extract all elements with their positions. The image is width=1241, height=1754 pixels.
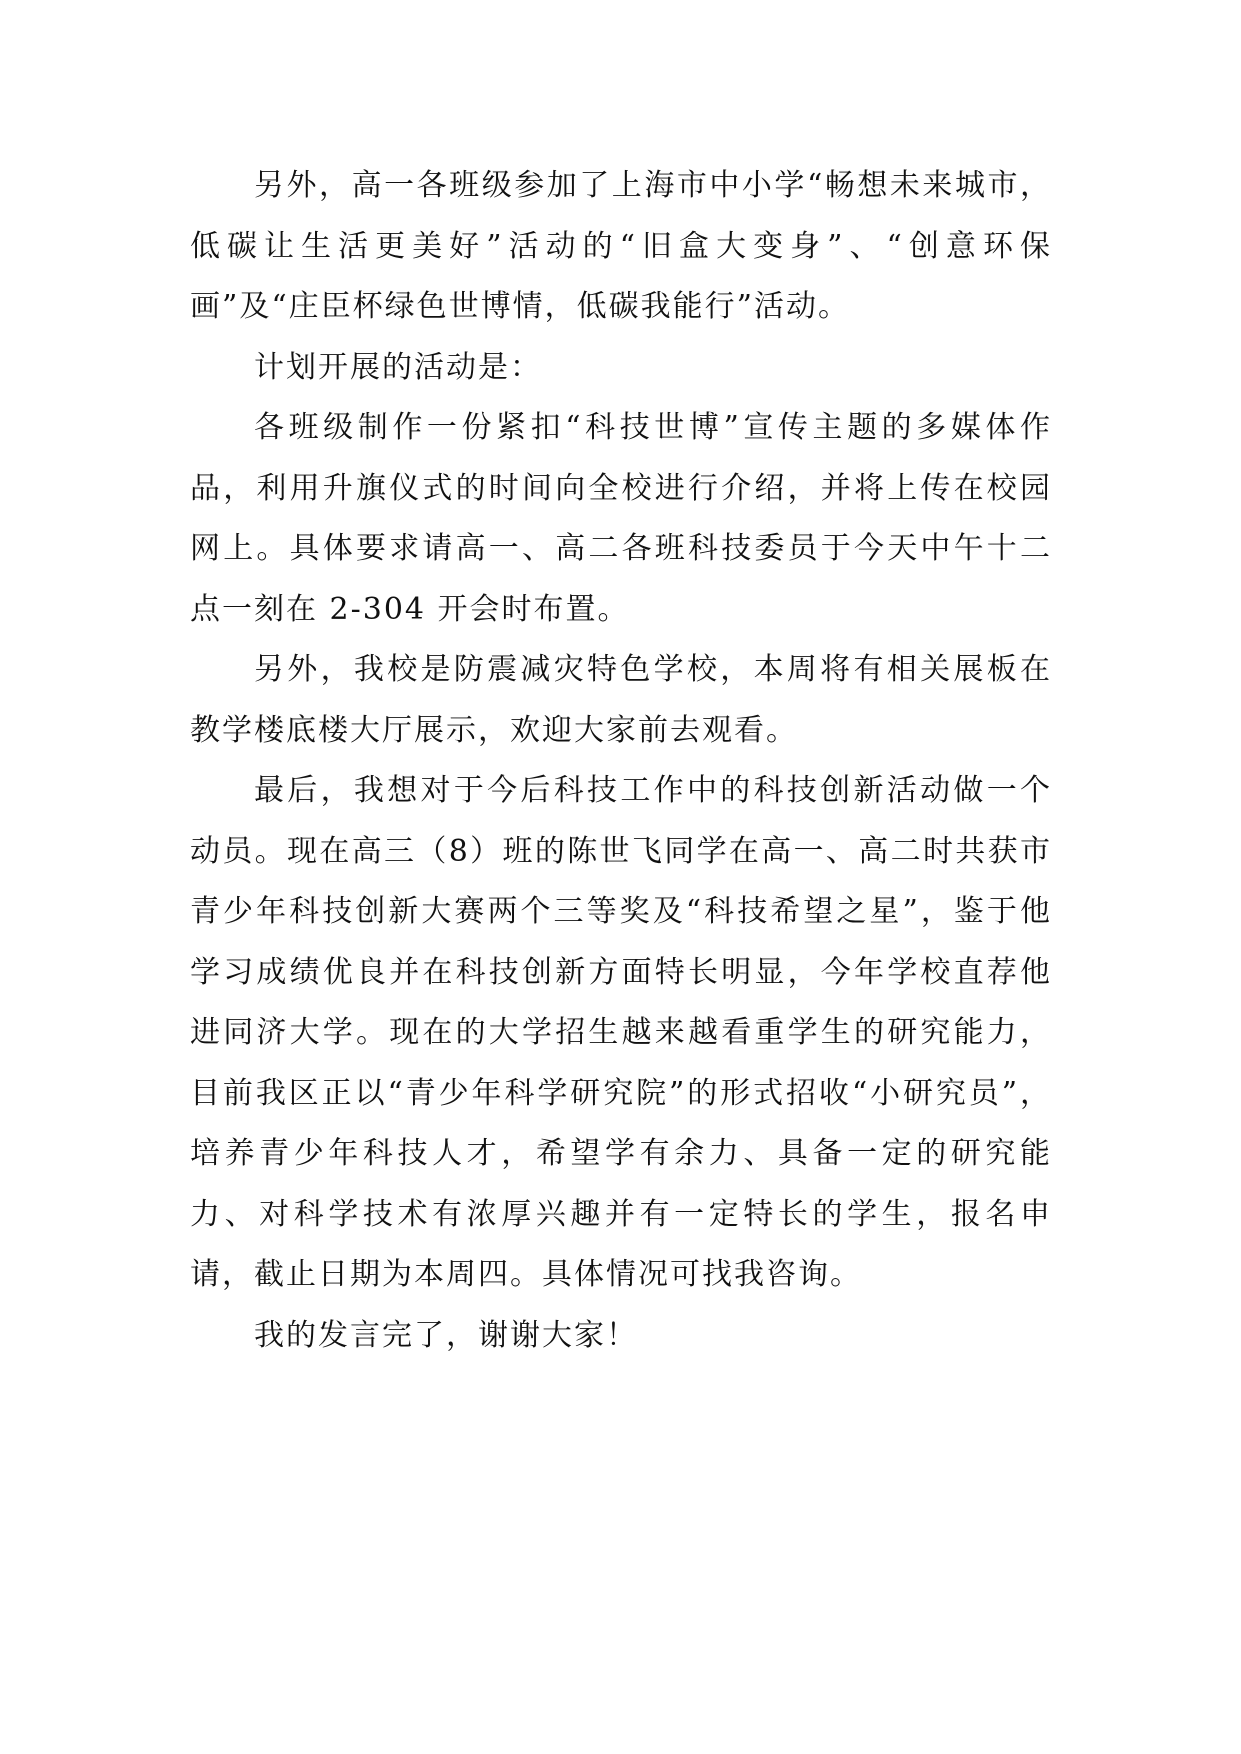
paragraph-planned-activities-heading: 计划开展的活动是： [254,349,542,385]
paragraph-multimedia-works: 各班级制作一份紧扣“科技世博”宣传主题的多媒体作品，利用升旗仪式的时间向全校进行介绍，并将上传在校园网上。具体要求请高一、高二各班科技委员于今天中午十二点一刻在 2-304 开会时布置。 [190,410,1052,627]
paragraph-earthquake-exhibition: 另外，我校是防震减灾特色学校，本周将有相关展板在教学楼底楼大厅展示，欢迎大家前去观看。 [190,652,1052,748]
paragraph-activities-participated: 另外，高一各班级参加了上海市中小学“畅想未来城市，低碳让生活更美好”活动的“旧盒大变身”、“创意环保画”及“庄臣杯绿色世博情，低碳我能行”活动。 [190,168,1052,324]
paragraph-closing-remarks: 我的发言完了，谢谢大家！ [254,1317,638,1353]
paragraph-innovation-mobilization: 最后，我想对于今后科技工作中的科技创新活动做一个动员。现在高三（8）班的陈世飞同学在高一、高二时共获市青少年科技创新大赛两个三等奖及“科技希望之星”，鉴于他学习成绩优良并在科技创新方面特长明显，今年学校直荐他进同济大学。现在的大学招生越来越看重学生的研究能力，目前我区正以“青少年科学研究院”的形式招收“小研究员”，培养青少年科技人才，希望学有余力、具备一定的研究能力、对科学技术有浓厚兴趣并有一定特长的学生，报名申请，截止日期为本周四。具体情况可找我咨询。 [190,773,1052,1292]
document-body [190,156,1052,1366]
